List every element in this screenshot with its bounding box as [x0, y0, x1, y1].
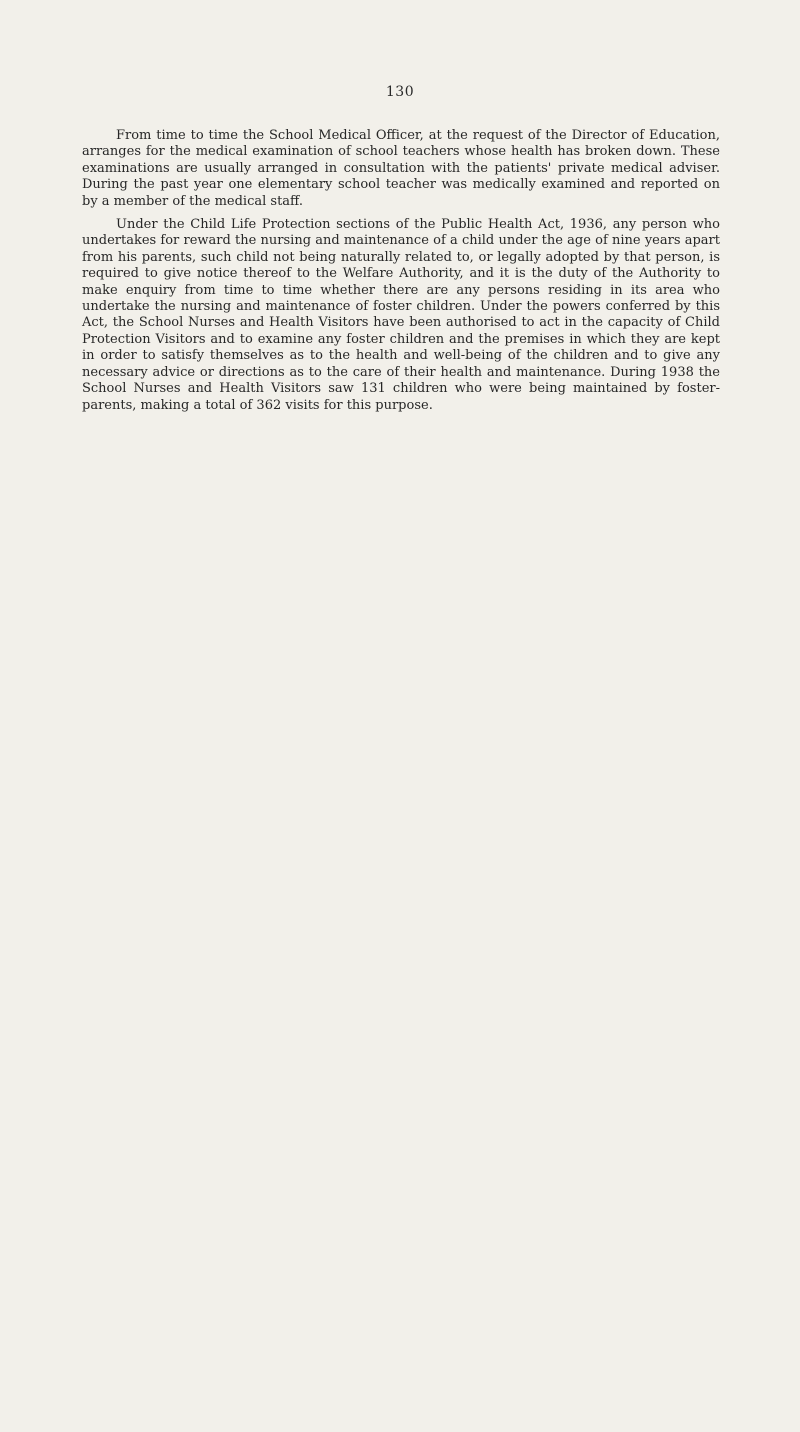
- paragraph-medical-examination: From time to time the School Medical Officer, at the request of the Director of Education, arranges for the medical examination of school teachers whose health has broken down. These examinations are usually arranged in consultation with the patients' private medical adviser. During the past year one elementary school teacher was medically examined and reported on by a member of the medical staff.: [82, 128, 720, 209]
- page-number: 130: [385, 84, 415, 100]
- body-text: [82, 128, 720, 421]
- paragraph-child-life-protection: Under the Child Life Protection sections of the Public Health Act, 1936, any person who undertakes for reward the nursing and maintenance of a child under the age of nine years apart from his parents, such child not being naturally related to, or legally adopted by that person, is required to give notice thereof to the Welfare Authority, and it is the duty of the Authority to make enquiry from time to time whether there are any persons residing in its area who undertake the nursing and maintenance of foster children. Under the powers conferred by this Act, the School Nurses and Health Visitors have been authorised to act in the capacity of Child Protection Visitors and to examine any foster children and the premises in which they are kept in order to satisfy themselves as to the health and well-being of the children and to give any necessary advice or directions as to the care of their health and maintenance. During 1938 the School Nurses and Health Visitors saw 131 children who were being maintained by foster-parents, making a total of 362 visits for this purpose.: [82, 217, 720, 413]
